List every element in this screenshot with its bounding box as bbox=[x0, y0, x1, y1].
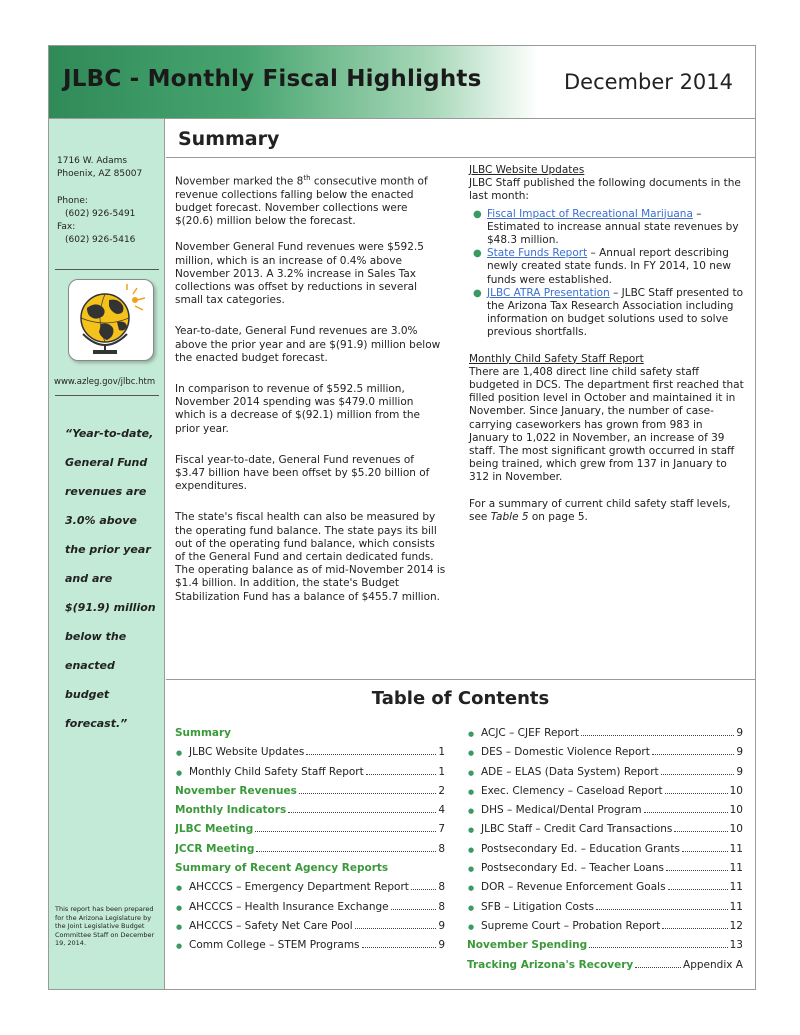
toc-page-number: 11 bbox=[729, 842, 743, 855]
toc-leader-dots bbox=[662, 928, 727, 929]
bullet-icon: ● bbox=[473, 287, 482, 299]
toc-page-number: 11 bbox=[729, 862, 743, 875]
toc-leader-dots bbox=[644, 812, 728, 813]
address bbox=[57, 155, 161, 181]
bullet-icon: ● bbox=[176, 749, 183, 758]
toc-leader-dots bbox=[635, 967, 681, 968]
toc-subentry[interactable] bbox=[175, 901, 445, 920]
phone-number: (602) 926-5491 bbox=[65, 209, 136, 219]
toc-page-number: 2 bbox=[438, 784, 445, 797]
bullet-icon: ● bbox=[176, 903, 183, 912]
toc-entry-label: SFB – Litigation Costs bbox=[481, 900, 594, 913]
toc-subentry[interactable] bbox=[175, 766, 445, 785]
toc-entry-label: Summary of Recent Agency Reports bbox=[175, 862, 389, 875]
website-updates-intro: JLBC Staff published the following documents in the last month: bbox=[469, 177, 741, 203]
toc-entry-label: Exec. Clemency – Caseload Report bbox=[481, 784, 663, 797]
pull-quote-line: General Fund bbox=[65, 456, 148, 469]
toc-entry-label: Monthly Indicators bbox=[175, 804, 287, 817]
toc-subentry[interactable] bbox=[467, 804, 743, 823]
address-line-1: 1716 W. Adams bbox=[57, 156, 128, 166]
pull-quote-line: $(91.9) million bbox=[65, 601, 156, 614]
toc-leader-dots bbox=[391, 909, 437, 910]
summary-paragraph: November marked the 8th consecutive month of revenue collections falling below the enacted budget forecast. November collections were $(20.6) million below the forecast. bbox=[175, 174, 428, 228]
toc-leader-dots bbox=[288, 812, 436, 813]
table-reference: Table 5 bbox=[490, 510, 529, 523]
update-link[interactable]: Fiscal Impact of Recreational Marijuana bbox=[487, 207, 693, 220]
toc-leader-dots bbox=[682, 851, 728, 852]
toc-entry-label: AHCCCS – Safety Net Care Pool bbox=[189, 919, 353, 932]
toc-leader-dots bbox=[366, 774, 437, 775]
child-safety-summary: For a summary of current child safety staff levels, see Table 5 on page 5. bbox=[469, 497, 731, 523]
toc-leader-dots bbox=[355, 928, 437, 929]
summary-right-column bbox=[469, 164, 744, 537]
toc-entry-label: Summary bbox=[175, 727, 232, 739]
bullet-icon: ● bbox=[468, 730, 475, 738]
toc-subentry[interactable] bbox=[467, 862, 743, 881]
child-safety-paragraph: There are 1,408 direct line child safety staff budgeted in DCS. The department first reached that filled position level in October and maintained it in November. Since January, the number of case-carrying caseworkers has grown from 983 in January to 1,022 in November, an increase of 39 staff. The most significant growth occurred in staff being trained, which grew from 137 in January to 312 in November. bbox=[469, 365, 744, 484]
toc-entry-label: DHS – Medical/Dental Program bbox=[481, 804, 642, 817]
toc-page-number: 10 bbox=[729, 804, 743, 817]
toc-entry-label: JLBC Staff – Credit Card Transactions bbox=[481, 823, 673, 836]
update-link[interactable]: JLBC ATRA Presentation bbox=[487, 286, 610, 299]
bullet-icon: ● bbox=[468, 865, 475, 874]
bullet-icon: ● bbox=[468, 807, 475, 816]
toc-leader-dots bbox=[255, 831, 436, 832]
pull-quote-line: revenues are bbox=[65, 485, 147, 498]
toc-subentry[interactable] bbox=[467, 920, 743, 939]
summary-paragraph: The state's fiscal health can also be measured by the operating fund balance. The state pays its bill out of the operating fund balance, which consists of the General Fund and certain dedicated funds. The operating balance as of mid-November 2014 is $1.4 billion. In addition, the state's Budget Stabilization Fund has a balance of $455.7 million. bbox=[175, 511, 446, 603]
toc-page-number: 8 bbox=[438, 881, 445, 894]
toc-page-number: 8 bbox=[438, 842, 445, 855]
summary-divider bbox=[166, 157, 755, 158]
bullet-icon: ● bbox=[176, 942, 183, 951]
toc-page-number: 11 bbox=[729, 881, 743, 894]
toc-entry-label: Comm College – STEM Programs bbox=[189, 939, 360, 952]
globe-logo-icon bbox=[73, 284, 151, 358]
phone-label: Phone: bbox=[57, 196, 88, 206]
toc-divider bbox=[166, 679, 755, 680]
toc-section-entry[interactable] bbox=[175, 727, 445, 746]
toc-entry-label: November Revenues bbox=[175, 784, 297, 797]
website-update-item bbox=[469, 247, 744, 287]
toc-subentry[interactable] bbox=[467, 727, 743, 746]
toc-leader-dots bbox=[668, 889, 728, 890]
toc-page-number: 10 bbox=[729, 784, 743, 797]
toc-section-entry[interactable] bbox=[175, 843, 445, 862]
toc-subentry[interactable] bbox=[175, 920, 445, 939]
bullet-icon: ● bbox=[473, 248, 482, 260]
bullet-icon: ● bbox=[468, 826, 475, 835]
bullet-icon: ● bbox=[176, 922, 183, 931]
toc-leader-dots bbox=[256, 851, 436, 852]
bullet-icon: ● bbox=[468, 787, 475, 796]
toc-page-number: 10 bbox=[729, 823, 743, 836]
toc-subentry[interactable] bbox=[175, 881, 445, 900]
toc-subentry[interactable] bbox=[467, 881, 743, 900]
toc-section-entry[interactable] bbox=[467, 939, 743, 958]
pull-quote-line: and are bbox=[65, 572, 113, 585]
toc-left-column bbox=[175, 727, 445, 959]
header-banner bbox=[49, 46, 755, 119]
pull-quote-line: enacted bbox=[65, 659, 115, 672]
contact-numbers bbox=[57, 195, 161, 247]
bullet-icon: ● bbox=[468, 768, 475, 777]
toc-subentry[interactable] bbox=[175, 746, 445, 765]
toc-page-number: 4 bbox=[438, 804, 445, 817]
website-update-item bbox=[469, 208, 744, 248]
summary-left-column bbox=[175, 172, 447, 617]
toc-leader-dots bbox=[411, 889, 436, 890]
update-description: – Estimated to increase annual state revenues by $48.3 million. bbox=[487, 207, 739, 247]
issue-date: December 2014 bbox=[564, 70, 734, 94]
bullet-icon: ● bbox=[468, 845, 475, 854]
toc-page-number: 9 bbox=[438, 919, 445, 932]
toc-leader-dots bbox=[674, 831, 727, 832]
toc-entry-label: AHCCCS – Emergency Department Report bbox=[189, 881, 409, 894]
toc-subentry[interactable] bbox=[467, 901, 743, 920]
pull-quote-line: the prior year bbox=[65, 543, 151, 556]
toc-section-entry[interactable] bbox=[467, 959, 743, 978]
toc-entry-label: AHCCCS – Health Insurance Exchange bbox=[189, 900, 389, 913]
toc-leader-dots bbox=[596, 909, 728, 910]
sidebar-divider bbox=[55, 395, 159, 396]
toc-leader-dots bbox=[665, 793, 728, 794]
fax-number: (602) 926-5416 bbox=[65, 235, 136, 245]
toc-entry-label: Monthly Child Safety Staff Report bbox=[189, 765, 364, 778]
toc-leader-dots bbox=[589, 947, 727, 948]
toc-leader-dots bbox=[652, 754, 734, 755]
toc-subentry[interactable] bbox=[467, 746, 743, 765]
update-link[interactable]: State Funds Report bbox=[487, 247, 588, 260]
toc-entry-label: Supreme Court – Probation Report bbox=[481, 919, 661, 932]
summary-paragraph: Year-to-date, General Fund revenues are 3.0% above the prior year and are $(91.9) million below the enacted budget forecast. bbox=[175, 325, 441, 364]
toc-entry-label: JLBC Meeting bbox=[175, 823, 254, 836]
pull-quote-line: “Year-to-date, bbox=[65, 427, 154, 440]
toc-entry-label: Postsecondary Ed. – Education Grants bbox=[481, 842, 681, 855]
toc-leader-dots bbox=[299, 793, 436, 794]
fax-label: Fax: bbox=[57, 222, 76, 232]
toc-heading: Table of Contents bbox=[371, 688, 550, 709]
bullet-icon: ● bbox=[473, 208, 482, 220]
toc-subentry[interactable] bbox=[467, 785, 743, 804]
sidebar bbox=[49, 119, 165, 989]
toc-entry-label: ACJC – CJEF Report bbox=[481, 727, 579, 739]
pull-quote-line: forecast.” bbox=[65, 717, 128, 730]
newsletter-page bbox=[48, 45, 756, 990]
toc-page-number: Appendix A bbox=[683, 958, 743, 971]
toc-leader-dots bbox=[661, 774, 735, 775]
toc-leader-dots bbox=[306, 754, 436, 755]
website-update-item bbox=[469, 287, 744, 340]
toc-entry-label: November Spending bbox=[467, 939, 588, 952]
bullet-icon: ● bbox=[176, 884, 183, 893]
sidebar-divider bbox=[55, 269, 159, 270]
toc-page-number: 1 bbox=[438, 746, 445, 759]
toc-page-number: 9 bbox=[736, 727, 743, 739]
toc-subentry[interactable] bbox=[467, 843, 743, 862]
summary-paragraph: Fiscal year-to-date, General Fund revenues of $3.47 billion have been offset by $5.20 billion of expenditures. bbox=[175, 453, 430, 493]
toc-subentry[interactable] bbox=[467, 766, 743, 785]
toc-entry-label: DES – Domestic Violence Report bbox=[481, 746, 650, 759]
toc-subentry[interactable] bbox=[175, 939, 445, 958]
update-description: – Annual report describing newly created state funds. In FY 2014, 10 new funds were established. bbox=[487, 247, 731, 286]
toc-page-number: 13 bbox=[729, 939, 743, 952]
website-updates-heading: JLBC Website Updates bbox=[469, 164, 585, 176]
toc-leader-dots bbox=[362, 947, 437, 948]
toc-page-number: 9 bbox=[438, 939, 445, 952]
toc-right-column bbox=[467, 727, 743, 978]
toc-entry-label: Postsecondary Ed. – Teacher Loans bbox=[481, 862, 664, 875]
toc-leader-dots bbox=[581, 735, 734, 736]
website-updates-list bbox=[469, 208, 744, 340]
address-line-2: Phoenix, AZ 85007 bbox=[57, 169, 143, 179]
bullet-icon: ● bbox=[468, 749, 475, 758]
toc-page-number: 9 bbox=[736, 765, 743, 778]
bullet-icon: ● bbox=[468, 884, 475, 893]
pull-quote-line: budget bbox=[65, 688, 110, 701]
bullet-icon: ● bbox=[468, 903, 475, 912]
report-note: This report has been prepared for the Arizona Legislature by the Joint Legislative Budget Committee Staff on December 19, 2014. bbox=[55, 905, 155, 947]
newsletter-title: JLBC - Monthly Fiscal Highlights bbox=[63, 66, 482, 92]
pull-quote-line: below the bbox=[65, 630, 127, 643]
toc-page-number: 11 bbox=[729, 900, 743, 913]
website-url[interactable]: www.azleg.gov/jlbc.htm bbox=[54, 377, 156, 387]
jlbc-logo bbox=[68, 279, 154, 361]
toc-section-entry[interactable] bbox=[175, 823, 445, 842]
toc-leader-dots bbox=[666, 870, 728, 871]
pull-quote bbox=[65, 419, 161, 738]
toc-page-number: 12 bbox=[729, 919, 743, 932]
toc-entry-label: ADE – ELAS (Data System) Report bbox=[481, 765, 659, 778]
toc-section-entry[interactable] bbox=[175, 804, 445, 823]
summary-heading: Summary bbox=[178, 128, 280, 150]
toc-entry-label: Tracking Arizona's Recovery bbox=[467, 958, 634, 971]
toc-section-entry[interactable] bbox=[175, 785, 445, 804]
summary-paragraph: In comparison to revenue of $592.5 million, November 2014 spending was $479.0 million which is a decrease of $(92.1) million from the prior year. bbox=[175, 382, 420, 435]
toc-page-number: 9 bbox=[736, 746, 743, 759]
toc-entry-label: DOR – Revenue Enforcement Goals bbox=[481, 881, 666, 894]
toc-page-number: 7 bbox=[438, 823, 445, 836]
pull-quote-line: 3.0% above bbox=[65, 514, 137, 527]
toc-section-entry[interactable] bbox=[175, 862, 445, 881]
child-safety-heading: Monthly Child Safety Staff Report bbox=[469, 352, 644, 365]
bullet-icon: ● bbox=[176, 768, 183, 777]
toc-entry-label: JLBC Website Updates bbox=[189, 746, 305, 759]
toc-page-number: 1 bbox=[438, 765, 445, 778]
bullet-icon: ● bbox=[468, 922, 475, 931]
update-description: – JLBC Staff presented to the Arizona Tax Research Association including information on budget solutions used to solve previous shortfalls. bbox=[487, 286, 744, 339]
toc-entry-label: JCCR Meeting bbox=[175, 842, 255, 855]
toc-subentry[interactable] bbox=[467, 823, 743, 842]
summary-paragraph: November General Fund revenues were $592.5 million, which is an increase of 0.4% above November 2013. A 3.2% increase in Sales Tax collections was offset by reductions in several small tax categories. bbox=[175, 241, 424, 307]
toc-page-number: 8 bbox=[438, 900, 445, 913]
